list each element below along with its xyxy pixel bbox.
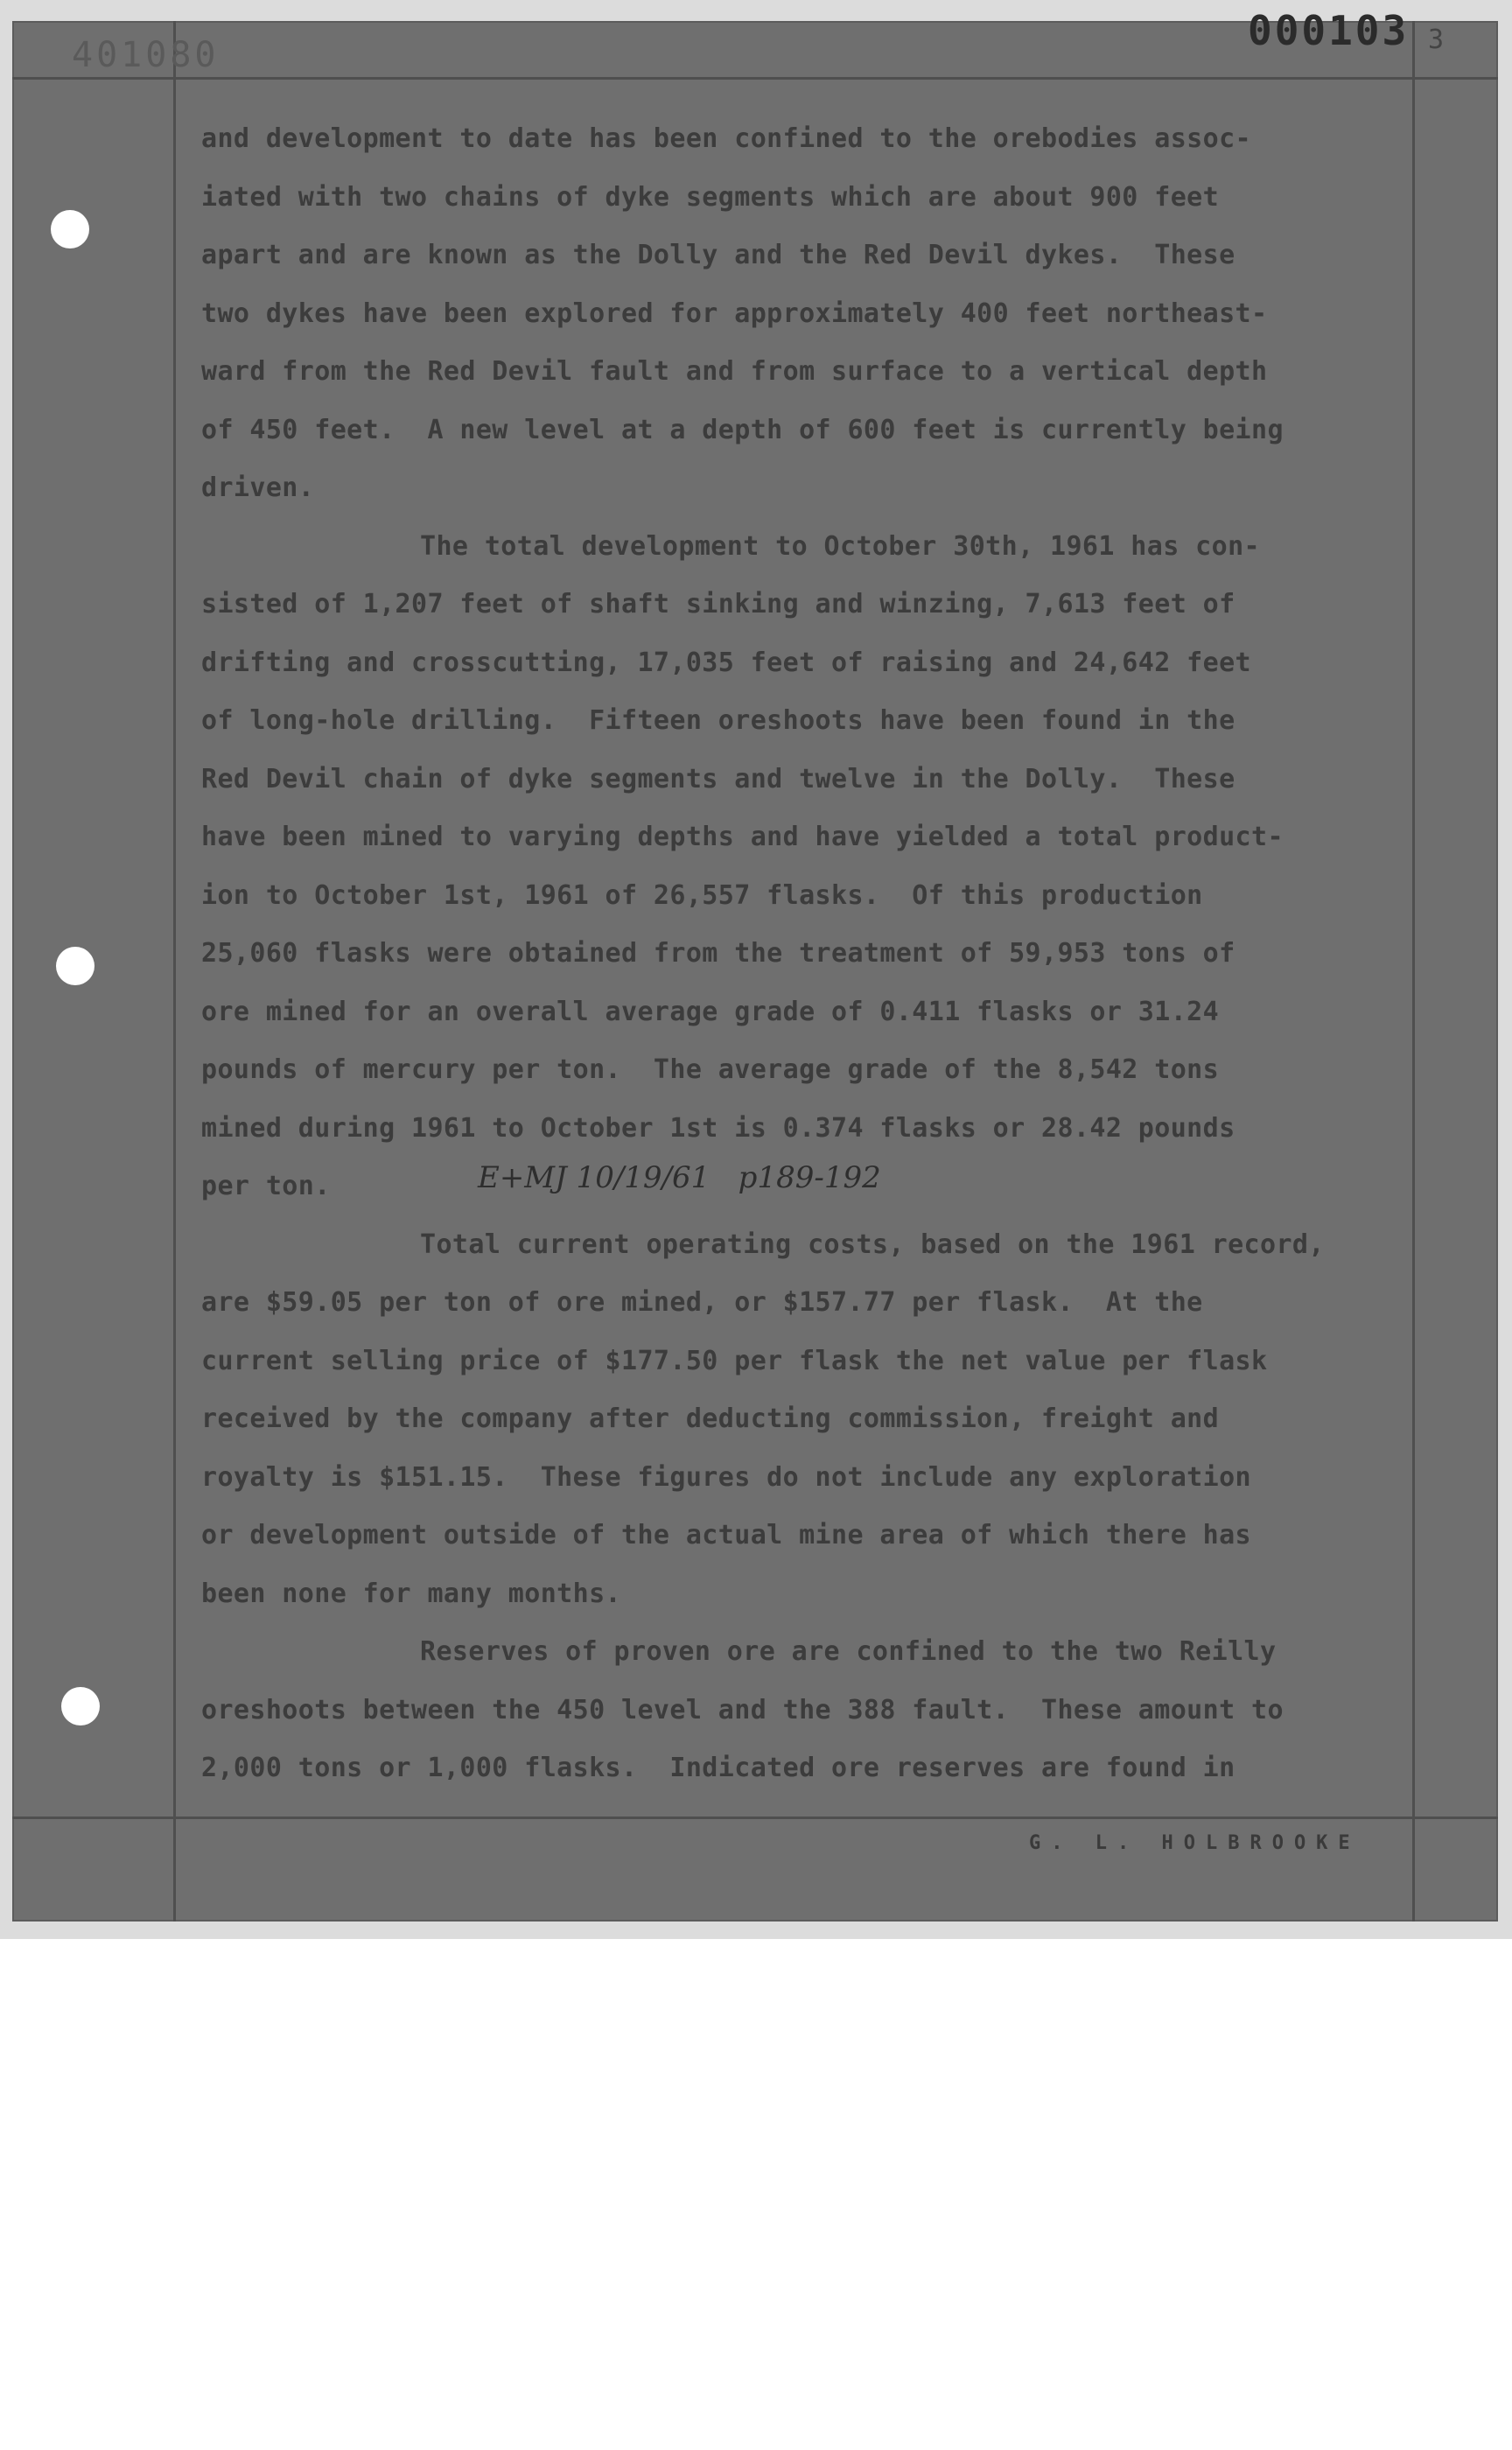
text-line: 2,000 tons or 1,000 flasks. Indicated ore reserves are found in	[201, 1753, 1236, 1783]
text-line: current selling price of $177.50 per flask the net value per flask	[201, 1345, 1268, 1376]
punch-hole-middle	[56, 947, 94, 985]
text-line: ore mined for an overall average grade of 0.411 flasks or 31.24	[201, 996, 1220, 1027]
paragraph	[201, 518, 1426, 1216]
text-line: been none for many months.	[201, 1578, 621, 1609]
footer-author: G. L. HOLBROOKE	[1029, 1832, 1361, 1854]
text-line: iated with two chains of dyke segments which are about 900 feet	[201, 181, 1220, 213]
text-line: and development to date has been confined to the orebodies assoc-	[201, 123, 1251, 154]
text-line: mined during 1961 to October 1st is 0.374 flasks or 28.42 pounds	[201, 1112, 1236, 1144]
text-line: are $59.05 per ton of ore mined, or $157.77 per flask. At the	[201, 1287, 1203, 1318]
text-line: Reserves of proven ore are confined to the two Reilly	[420, 1636, 1277, 1667]
text-line: have been mined to varying depths and have yielded a total product-	[201, 822, 1284, 852]
text-line: oreshoots between the 450 level and the 388 fault. These amount to	[201, 1694, 1284, 1726]
text-line: Total current operating costs, based on the 1961 record,	[420, 1228, 1325, 1260]
text-line: The total development to October 30th, 1961 has con-	[420, 530, 1260, 562]
text-line: received by the company after deducting commission, freight and	[201, 1404, 1220, 1434]
text-line: of long-hole drilling. Fifteen oreshoots have been found in the	[201, 705, 1236, 736]
text-line: ward from the Red Devil fault and from surface to a vertical depth	[201, 356, 1268, 387]
text-line: Red Devil chain of dyke segments and twelve in the Dolly. These	[201, 763, 1236, 794]
text-line: 25,060 flasks were obtained from the treatment of 59,953 tons of	[201, 938, 1236, 969]
text-line: pounds of mercury per ton. The average grade of the 8,542 tons	[201, 1054, 1220, 1085]
text-line: of 450 feet. A new level at a depth of 600 feet is currently being	[201, 414, 1284, 445]
text-line: ion to October 1st, 1961 of 26,557 flasks. Of this production	[201, 879, 1203, 911]
bottom-rule	[12, 1816, 1498, 1819]
sheet-number: 3	[1428, 24, 1445, 55]
top-rule	[12, 77, 1498, 80]
file-number-left: 401080	[72, 35, 220, 75]
paragraph	[201, 110, 1426, 518]
file-number-right: 000103	[1248, 7, 1410, 54]
text-line: per ton.	[201, 1171, 331, 1201]
punch-hole-bottom	[61, 1687, 100, 1726]
text-line: drifting and crosscutting, 17,035 feet of raising and 24,642 feet	[201, 647, 1251, 678]
text-line: sisted of 1,207 feet of shaft sinking and winzing, 7,613 feet of	[201, 589, 1236, 620]
left-margin-rule	[173, 21, 176, 1922]
text-line: driven.	[201, 472, 315, 503]
paragraph	[201, 1623, 1426, 1798]
text-line: apart and are known as the Dolly and the Red Devil dykes. These	[201, 240, 1236, 270]
body-text	[201, 110, 1426, 1798]
handwritten-annotation: E+MJ 10/19/61 p189-192	[478, 1160, 881, 1195]
text-line: or development outside of the actual mine area of which there has	[201, 1520, 1251, 1550]
punch-hole-top	[51, 210, 89, 248]
text-line: two dykes have been explored for approximately 400 feet northeast-	[201, 298, 1268, 329]
paragraph	[201, 1216, 1426, 1624]
text-line: royalty is $151.15. These figures do not include any exploration	[201, 1461, 1251, 1493]
